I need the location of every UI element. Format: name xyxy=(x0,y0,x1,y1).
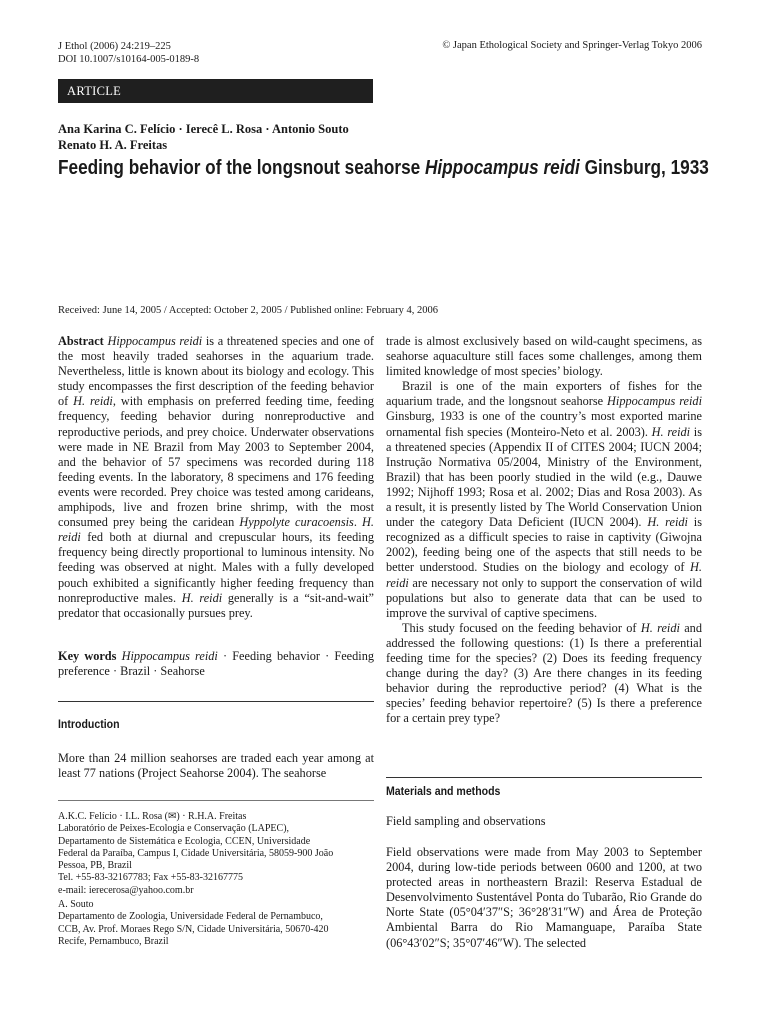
abstract-text-1: is a threatened species and one of the most heavily traded seahorses in the aquarium trade. Nevertheless, little is known about its biology and ecology. This study encompasses the first description of the feeding behavior of xyxy=(58,334,374,409)
intro-paragraph-2 xyxy=(386,379,702,621)
abstract-species-abbrev-1: H. reidi xyxy=(73,394,113,409)
intro-paragraph-1: trade is almost exclusively based on wild-caught specimens, as seahorse aquaculture still faces some challenges, among them limited knowledge of most species’ biology. xyxy=(386,334,702,379)
text-span: and addressed the following questions: (1) Is there a preferential feeding time for the species? (2) Does its feeding frequency change during the day? (3) Are there changes in its feeding behavior during the reproductive period? (4) What is the species’ feeding behavior repertoire? (5) Is there a preference for a certain prey type? xyxy=(386,620,702,726)
section-divider-methods xyxy=(386,777,702,778)
article-type-banner: ARTICLE xyxy=(58,79,373,103)
abstract-species-abbrev-3: H. reidi xyxy=(181,590,223,605)
text-span: is a threatened species (Appendix II of CITES 2004; IUCN 2004; Instrução Normativa 05/2004, Ministry of the Environment, Brazil) that has been poorly studied in the wild (e.g., Dauwe 1992; Nijhoff 1993; Rosa et al. 2002; Dias and Rosa 2003). As a result, it is presently listed by The World Conservation Union under the category Data Deficient (IUCN 2004). xyxy=(386,424,703,530)
affiliation-line: CCB, Av. Prof. Moraes Rego S/N, Cidade Universitária, 50670-420 xyxy=(58,923,329,935)
affiliation-line: Departamento de Sistemática e Ecologia, CCEN, Universidade xyxy=(58,835,311,847)
abstract-text-2: , with emphasis on preferred feeding time, feeding frequency, feeding behavior during nonreproductive and reproductive periods, and prey choice. Underwater observations were made in NE Brazil from May 2003 to September 2004, and the behavior of 57 specimens was recorded during 118 feeding events. In the laboratory, 8 specimens and 176 feeding events were recorded. Prey choice was tested among carideans, amphipods, live and frozen brine shrimp, with the most consumed prey being the caridean xyxy=(58,394,374,530)
journal-doi: DOI 10.1007/s10164-005-0189-8 xyxy=(58,54,200,65)
species-name: Hippocampus reidi xyxy=(607,394,702,409)
keywords xyxy=(58,649,374,679)
abstract xyxy=(58,334,374,621)
abstract-label: Abstract xyxy=(58,334,104,348)
species-abbrev: H. reidi xyxy=(386,560,702,590)
abstract-species: Hippocampus reidi xyxy=(107,334,203,348)
publication-dates: Received: June 14, 2005 / Accepted: October 2, 2005 / Published online: February 4, 2006 xyxy=(58,305,438,316)
species-abbrev: H. reidi xyxy=(651,424,691,439)
text-span: is recognized as a difficult species to raise in captivity (Giwojna 2002), feeding being one of the aspects that still needs to be better understood. Studies on the biology and ecology of xyxy=(386,515,702,575)
authors-line-1: Ana Karina C. Felício · Ierecê L. Rosa · Antonio Souto xyxy=(58,122,349,136)
abstract-text-5: generally is a “sit-and-wait” predator that occasionally pursues prey. xyxy=(58,590,374,620)
species-abbrev: H. reidi xyxy=(640,620,680,635)
text-span: This study focused on the feeding behavior of xyxy=(402,620,641,635)
intro-paragraph-3 xyxy=(386,621,702,727)
text-span: Ginsburg, 1933 is one of the country’s most exported marine ornamental fish species (Monteiro-Neto et al. 2003). xyxy=(386,409,702,439)
copyright-notice: © Japan Ethological Society and Springer-Verlag Tokyo 2006 xyxy=(442,40,702,51)
affiliation-authors-1: A.K.C. Felício · I.L. Rosa (✉) · R.H.A. Freitas xyxy=(58,811,247,822)
affiliation-line: Federal da Paraíba, Campus I, Cidade Universitária, 58059-900 João xyxy=(58,847,334,859)
keywords-label: Key words xyxy=(58,649,117,663)
section-divider-intro xyxy=(58,701,374,702)
introduction-continued xyxy=(386,334,702,726)
affiliation-line: Departamento de Zoologia, Universidade Federal de Pernambuco, xyxy=(58,911,323,923)
abstract-prey-species: Hyppolyte curacoensis xyxy=(239,515,354,530)
abstract-species-abbrev-2: H. reidi xyxy=(58,515,374,545)
methods-heading: Materials and methods xyxy=(386,784,501,798)
abstract-text-3: . xyxy=(353,515,363,530)
affiliation-line: Recife, Pernambuco, Brazil xyxy=(58,935,169,947)
author-list xyxy=(58,121,478,153)
introduction-heading: Introduction xyxy=(58,717,120,731)
abstract-text-4: fed both at diurnal and crepuscular hours, its feeding frequency being directly proportional to luminous intensity. No feeding was observed at night. Males with a fully developed pouch exhibited a significantly higher feeding frequency than nonreproductive males. xyxy=(58,530,374,605)
introduction-text: More than 24 million seahorses are traded each year among at least 77 nations (Project Seahorse 2004). The seahorse xyxy=(58,751,374,781)
affiliation-block-2 xyxy=(58,899,374,948)
text-span: Brazil is one of the main exporters of fishes for the aquarium trade, and the longsnout seahorse xyxy=(386,379,702,409)
paper-title xyxy=(58,155,709,182)
methods-paragraph xyxy=(386,845,702,951)
text-span: are necessary not only to support the conservation of wild populations but also to generate data that can be used to improve the survival of captive specimens. xyxy=(386,575,702,620)
keywords-list: · Feeding behavior · Feeding preference · Brazil · Seahorse xyxy=(58,649,375,679)
affiliation-authors-2: A. Souto xyxy=(58,899,94,910)
affiliation-line: Pessoa, PB, Brazil xyxy=(58,860,132,872)
methods-text: Field observations were made from May 2003 to September 2004, during low-tide periods between 0600 and 1200, at two protected areas in northeastern Brazil: Reserva Estadual de Desenvolvimento Sustentável Ponta do Tubarão, Rio Grande do Norte State (05°04′37″S; 36°28′31″W) and Área de Proteção Ambiental Barra do Rio Mamanguape, Paraíba State (06°43′02″S; 35°07′46″W). The selected xyxy=(386,845,702,950)
title-text-end: Ginsburg, 1933 xyxy=(579,157,709,179)
affiliation-phone: Tel. +55-83-32167783; Fax +55-83-32167775 xyxy=(58,872,244,884)
authors-line-2: Renato H. A. Freitas xyxy=(58,138,168,152)
introduction-paragraph xyxy=(58,751,374,781)
affiliation-line: Laboratório de Peixes-Ecologia e Conservação (LAPEC), xyxy=(58,823,290,835)
journal-citation xyxy=(58,40,358,66)
methods-subheading: Field sampling and observations xyxy=(386,814,546,828)
species-abbrev: H. reidi xyxy=(647,515,688,530)
affiliation-email: e-mail: ierecerosa@yahoo.com.br xyxy=(58,884,194,896)
title-text-start: Feeding behavior of the longsnout seahorse xyxy=(58,157,425,179)
keywords-species: Hippocampus reidi xyxy=(121,649,218,663)
journal-volume: J Ethol (2006) 24:219–225 xyxy=(58,41,171,52)
footnote-divider xyxy=(58,800,374,801)
affiliation-block-1 xyxy=(58,811,374,897)
title-species: Hippocampus reidi xyxy=(424,157,580,179)
